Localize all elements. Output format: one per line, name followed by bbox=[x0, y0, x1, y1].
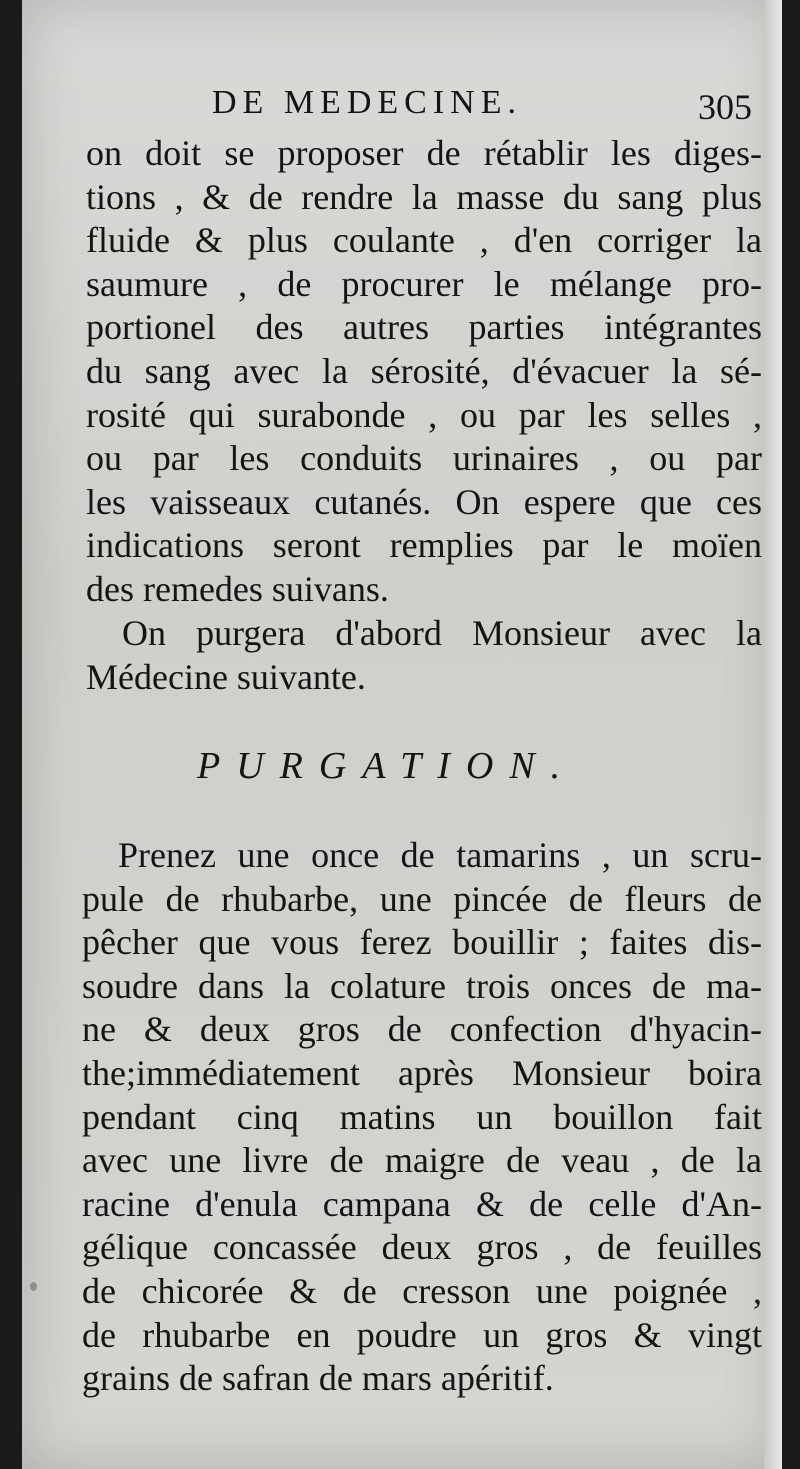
text-line: on doit se proposer de rétablir les diges- bbox=[86, 133, 762, 173]
paragraph-indications bbox=[86, 132, 762, 612]
text-line: avec une livre de maigre de veau , de la bbox=[82, 1140, 762, 1181]
text-line: racine d'enula campana & de celle d'An- bbox=[82, 1183, 762, 1224]
page-number: 305 bbox=[698, 87, 752, 127]
text-line: du sang avec la sérosité, d'évacuer la sé- bbox=[86, 350, 762, 391]
text-line: les vaisseaux cutanés. On espere que ces bbox=[86, 481, 762, 522]
text-line: ou par les conduits urinaires , ou par bbox=[86, 438, 762, 479]
running-title: DE MEDECINE. bbox=[212, 84, 522, 121]
text-line: rosité qui surabonde , ou par les selles , bbox=[86, 394, 762, 435]
text-line: soudre dans la colature trois onces de ma- bbox=[82, 965, 762, 1006]
text-line: de rhubarbe en poudre un gros & vingt bbox=[82, 1314, 762, 1355]
text-line: portionel des autres parties intégrantes bbox=[86, 307, 762, 348]
text-line: pêcher que vous ferez bouillir ; faites dis- bbox=[82, 922, 762, 963]
text-line: ne & deux gros de confection d'hyacin- bbox=[82, 1009, 762, 1050]
text-line: saumure , de procurer le mélange pro- bbox=[86, 263, 762, 304]
text-line: Prenez une once de tamarins , un scru- bbox=[118, 835, 762, 875]
text-line: grains de safran de mars apéritif. bbox=[82, 1358, 554, 1399]
page-edge bbox=[764, 0, 782, 1469]
text-line: Médecine suivante. bbox=[86, 656, 366, 697]
text-line: pendant cinq matins un bouillon fait bbox=[82, 1096, 762, 1137]
text-line: de chicorée & de cresson une poignée , bbox=[82, 1270, 762, 1311]
text-line: indications seront remplies par le moïen bbox=[86, 525, 762, 566]
text-line: fluide & plus coulante , d'en corriger la bbox=[86, 220, 762, 261]
text-line: On purgera d'abord Monsieur avec la bbox=[122, 613, 762, 653]
paragraph-purge-intro bbox=[86, 612, 762, 699]
text-line: the;immédiatement après Monsieur boira bbox=[82, 1052, 762, 1093]
text-line: tions , & de rendre la masse du sang plus bbox=[86, 176, 762, 217]
book-page bbox=[22, 0, 782, 1469]
ink-spot bbox=[30, 1282, 37, 1291]
section-heading: PURGATION. bbox=[197, 745, 577, 787]
text-line: des remedes suivans. bbox=[86, 568, 389, 609]
text-line: gélique concassée deux gros , de feuilles bbox=[82, 1227, 762, 1268]
text-line: pule de rhubarbe, une pincée de fleurs de bbox=[82, 878, 762, 919]
running-header bbox=[212, 84, 752, 128]
paragraph-prescription bbox=[82, 834, 762, 1401]
